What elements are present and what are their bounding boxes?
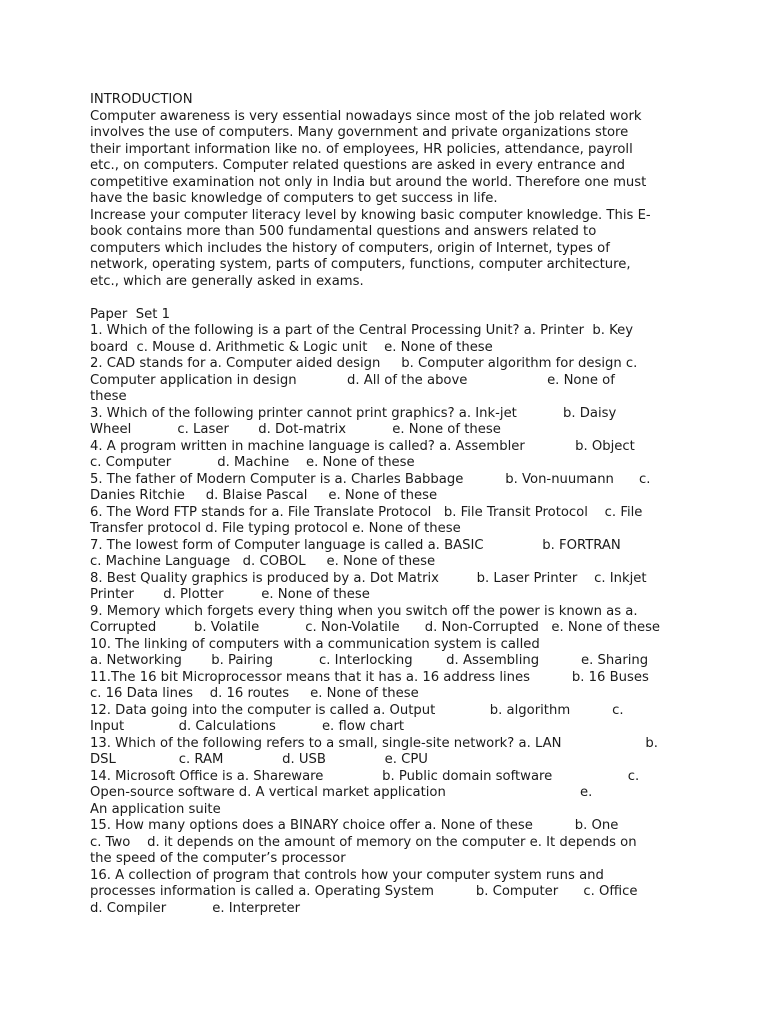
text-line: 12. Data going into the computer is called a. Output b. algorithm c. (90, 702, 624, 718)
text-line: 16. A collection of program that controls how your computer system runs and (90, 867, 604, 883)
text-line: 5. The father of Modern Computer is a. Charles Babbage b. Von-nuumann c. (90, 471, 651, 487)
text-line: 10. The linking of computers with a communication system is called (90, 636, 540, 652)
text-line: Input d. Calculations e. flow chart (90, 719, 405, 734)
text-line: 9. Memory which forgets every thing when you switch off the power is known as a. (90, 603, 638, 619)
text-line: Computer awareness is very essential nowadays since most of the job related work (90, 108, 642, 124)
text-line: 2. CAD stands for a. Computer aided design b. Computer algorithm for design c. (90, 356, 638, 371)
text-line: c. Computer d. Machine e. None of these (90, 455, 415, 470)
text-line: 13. Which of the following refers to a small, single-site network? a. LAN b. (90, 735, 658, 751)
text-line: competitive examination not only in India but around the world. Therefore one must (90, 174, 647, 190)
text-line: c. Two d. it depends on the amount of memory on the computer e. It depends on (90, 834, 637, 850)
text-line: 3. Which of the following printer cannot print graphics? a. Ink-jet b. Daisy (90, 405, 617, 421)
text-line: involves the use of computers. Many government and private organizations store (90, 125, 629, 140)
text-line: 7. The lowest form of Computer language is called a. BASIC b. FORTRAN (90, 537, 621, 553)
text-line: board c. Mouse d. Arithmetic & Logic unit e. None of these (90, 339, 493, 355)
text-line: Danies Ritchie d. Blaise Pascal e. None of these (90, 488, 438, 503)
text-line: 15. How many options does a BINARY choice offer a. None of these b. One (90, 818, 619, 833)
text-line: etc., which are generally asked in exams. (90, 273, 364, 289)
text-line: network, operating system, parts of computers, functions, computer architecture, (90, 257, 631, 272)
text-line: Corrupted b. Volatile c. Non-Volatile d. Non-Corrupted e. None of these (90, 620, 661, 635)
text-line: Printer d. Plotter e. None of these (90, 587, 370, 602)
text-line: INTRODUCTION (90, 92, 193, 107)
text-line: An application suite (90, 801, 221, 817)
text-line: Transfer protocol d. File typing protocol e. None of these (90, 521, 461, 536)
text-line: Open-source software d. A vertical market application e. (90, 785, 593, 800)
text-line: their important information like no. of employees, HR policies, attendance, payroll (90, 141, 633, 157)
text-line: 14. Microsoft Office is a. Shareware b. Public domain software c. (90, 768, 640, 784)
blank-line (90, 290, 690, 307)
text-line: d. Compiler e. Interpreter (90, 900, 300, 916)
text-line: a. Networking b. Pairing c. Interlocking d. Assembling e. Sharing (90, 653, 649, 668)
text-line: computers which includes the history of computers, origin of Internet, types of (90, 240, 610, 256)
text-line: 4. A program written in machine language is called? a. Assembler b. Object (90, 438, 635, 454)
text-line: 1. Which of the following is a part of the Central Processing Unit? a. Printer b. Key (90, 323, 634, 338)
document-page (90, 92, 690, 917)
text-line: 11.The 16 bit Microprocessor means that it has a. 16 address lines b. 16 Buses (90, 669, 649, 685)
text-line: Computer application in design d. All of the above e. None of (90, 372, 615, 388)
text-line: Wheel c. Laser d. Dot-matrix e. None of these (90, 422, 501, 437)
text-line: book contains more than 500 fundamental questions and answers related to (90, 224, 597, 239)
text-line: DSL c. RAM d. USB e. CPU (90, 752, 428, 767)
text-line: c. Machine Language d. COBOL e. None of these (90, 554, 436, 569)
text-line: 8. Best Quality graphics is produced by a. Dot Matrix b. Laser Printer c. Inkjet (90, 570, 647, 586)
text-line: processes information is called a. Operating System b. Computer c. Office (90, 884, 638, 899)
text-line: Paper Set 1 (90, 306, 170, 322)
text-line: c. 16 Data lines d. 16 routes e. None of these (90, 686, 419, 701)
text-line: 6. The Word FTP stands for a. File Translate Protocol b. File Transit Protocol c. File (90, 504, 643, 520)
text-line: the speed of the computer’s processor (90, 851, 346, 866)
text-line: etc., on computers. Computer related questions are asked in every entrance and (90, 158, 626, 173)
text-line: Increase your computer literacy level by knowing basic computer knowledge. This E- (90, 207, 651, 223)
text-line: these (90, 389, 127, 404)
text-line: have the basic knowledge of computers to get success in life. (90, 191, 498, 206)
